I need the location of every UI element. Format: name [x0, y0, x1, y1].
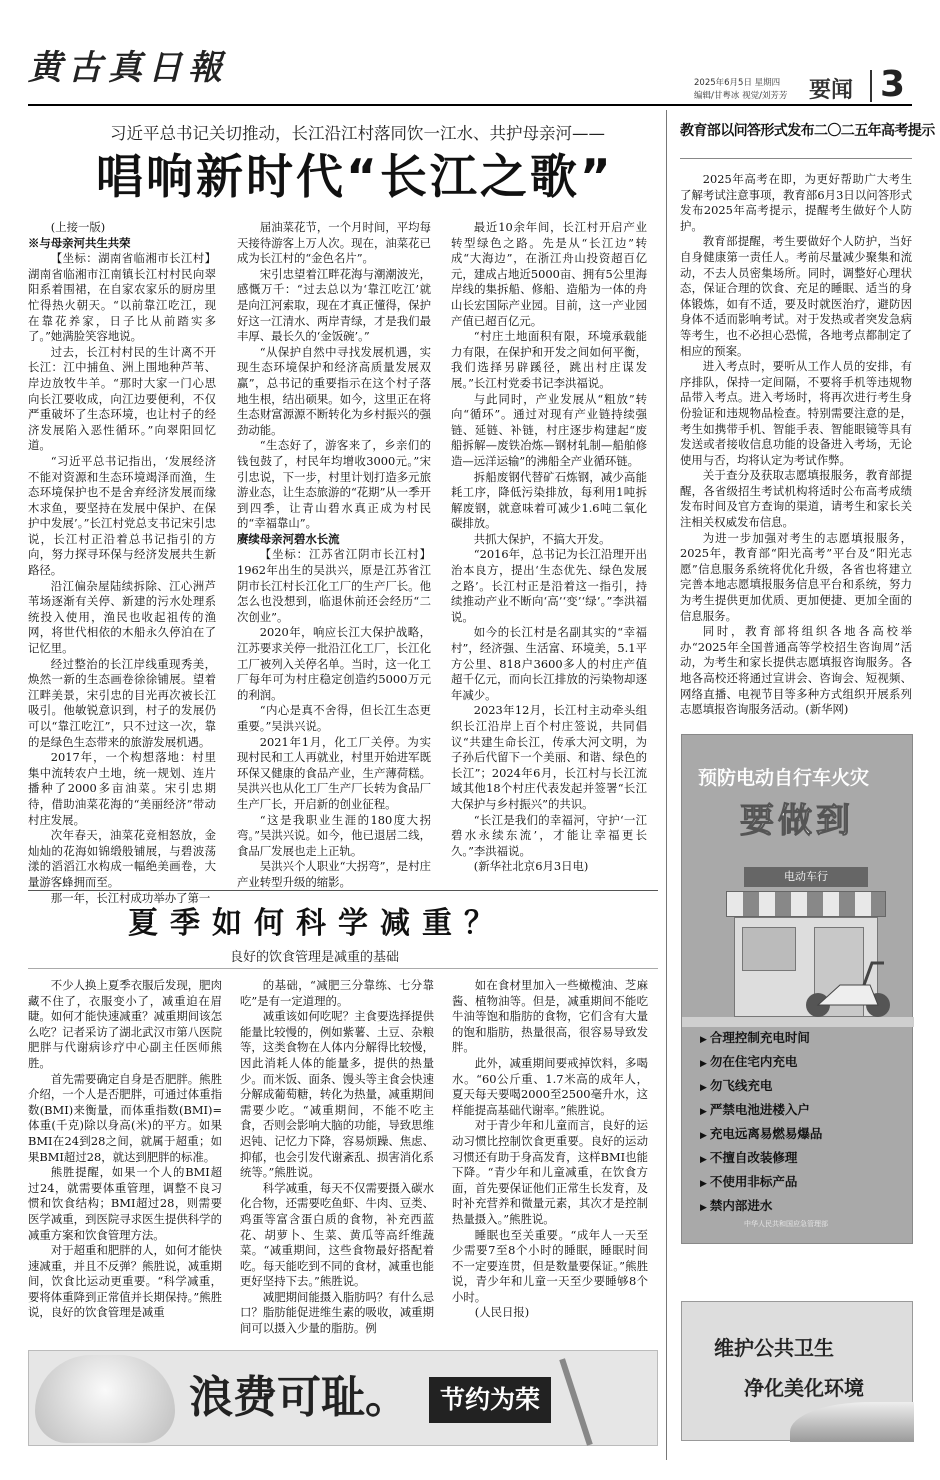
- paragraph: 与此同时，产业发展从“粗放”转向“循环”。通过对现有产业链持续强链、延链、补链，村庄逐步构建起“废船拆解—废铁冶炼—钢材轧制—船舶修造—远洋运输”的沸船全产业循环链。: [451, 391, 647, 468]
- paragraph: 吴洪兴个人职业“大拐弯”，是村庄产业转型升级的缩影。: [237, 859, 431, 889]
- lead-col2-body: [237, 220, 431, 891]
- paragraph: 教育部提醒，考生要做好个人防护，当好自身健康第一责任人。考前尽量减少聚集和流动，不去人员密集场所。同时，调整好心理状态，保证合理的饮食、充足的睡眠、适当的身体锻炼，如有不适，要及时就医治疗，避防因身体不适而影响考试。对于发热或者突发急病等考生，也不必担心恐慌，各地考点都制定了相应的预案。: [680, 234, 912, 358]
- issue-date: 2025年6月5日 星期四: [694, 78, 781, 88]
- triangle-bullet-icon: ▶: [700, 1083, 707, 1093]
- ad-ground-strip: [682, 1017, 914, 1027]
- banner-small-box: [429, 1377, 551, 1423]
- paragraph: (上接一版): [50, 220, 106, 234]
- lead-col1-body: [28, 220, 216, 906]
- ebike-ad-big-text: 要做到: [740, 801, 854, 841]
- lead-column-3: [451, 220, 647, 885]
- paragraph: “2016年，总书记为长江沿理开出治本良方，提出‘生态优先、绿色发展之路’。长江村正是沿着这一指引，持续推动产业不断向‘高’‘变’‘绿’。”李洪福说。: [451, 547, 647, 624]
- section-subhead: 赓续母亲河碧水长流: [237, 531, 340, 546]
- triangle-bullet-icon: ▶: [700, 1035, 707, 1045]
- safety-list-item: [700, 1075, 900, 1099]
- section-subhead: ※与母亲河共生共荣: [28, 235, 131, 250]
- paragraph: “内心是真不舍得，但长江生态更重要。”吴洪兴说。: [237, 703, 431, 733]
- weight-column-2: [240, 978, 434, 1336]
- paragraph: “长江是我们的幸福河，守护‘一江碧水永续东流’，才能让幸福更长久。”李洪福说。: [451, 812, 647, 858]
- paragraph: 2017年，一个构想落地：村里集中流转农户土地，统一规划、连片播种了2000多亩油菜。宋引忠期待，借助油菜花海的“美丽经济”带动村庄发展。: [28, 750, 216, 827]
- safety-list-item: [700, 1195, 900, 1219]
- paragraph: “村庄土地面积有限，环境承载能力有限，在保护和开发之间如何平衡，我们选择另辟蹊径，跳出村庄谋发展。”长江村党委书记李洪福说。: [451, 329, 647, 390]
- paragraph: 届油菜花节，一个月时间，平均每天接待游客上万人次。现在，油菜花已成为长江村的“金色名片”。: [237, 220, 431, 266]
- safety-list-item: [700, 1099, 900, 1123]
- page-number: 3: [880, 64, 906, 105]
- safety-item-text: 不使用非标产品: [709, 1174, 798, 1189]
- masthead-logo: 黄古真日報: [28, 48, 228, 88]
- paragraph: 次年春天，油菜花竞相怒放，金灿灿的花海如锦缎般铺展，与碧波荡漾的滔滔江水构成一幅绝美画卷，大量游客蜂拥而至。: [28, 828, 216, 889]
- paragraph: 关于查分及获取志愿填报服务，教育部提醒，各省级招生考试机构将适时公布高考成绩发布时间及官方查询的渠道，请考生和家长关注相关权威发布信息。: [680, 468, 912, 530]
- weight-headline: 夏季如何科学减重？: [128, 906, 506, 941]
- paragraph: 如今的长江村是名副其实的“幸福村”，经济强、生活富、环境美，5.1平方公里、818户3600多人的村庄产值超千亿元，而向长江排放的污染物却逐年减少。: [451, 625, 647, 702]
- paragraph: 同时，教育部将组织各地各高校举办“2025年全国普通高等学校招生咨询周”活动，为考生和家长提供志愿填报咨询服务。各地各高校还将通过宣讲会、咨询会、短视频、网络直播、电视节目等多种方式组织开展系列志愿填报咨询服务活动。(新华网): [680, 624, 912, 717]
- safety-list-item: [700, 1123, 900, 1147]
- paragraph: 2023年12月，长江村主动牵头组织长江沿岸上百个村庄签说，共同倡议“共建生命长江，传承大河文明，为子孙后代留下一个美丽、和谐、绿色的长江”；2024年6月，长江村与长江流域其他18个村庄代表发起并签署“长江大保护与乡村振兴”的共识。: [451, 703, 647, 811]
- paragraph: 过去，长江村村民的生计离不开长江：江中捕鱼、洲上围地种芦苇、岸边放牧牛羊。“那时大家一门心思向长江要收成，向江边要便利，不仅严重破坏了生态环境，也让村子的经济发展陷入恶性循环。”向翠阳回忆道。: [28, 344, 216, 453]
- shop-sign-board: [744, 867, 868, 887]
- paragraph: 那一年，长江村成功举办了第一: [50, 890, 211, 905]
- paragraph: 熊胜提醒，如果一个人的BMI超过24，就需要体重管理，调整不良习惯和饮食结构；BMI超过28，则需要医学减重，到医院寻求医生提供科学的减重方案和饮食管理方法。: [28, 1165, 222, 1242]
- paragraph: 如在食材里加入一些橄榄油、芝麻酱、植物油等。但是，减重期间不能吃牛油等饱和脂肪的食物，它们含有大量的饱和脂肪，热量很高，很容易导致发胖。: [452, 978, 648, 1055]
- paragraph: 首先需要确定自身是否肥胖。熊胜介绍，一个人是否肥胖，可通过体重指数(BMI)来衡量，而体重指数(BMI)=体重(千克)除以身高(米)的平方。如果BMI在24到28之间，就属于超重；如果BMI超过28，就达到肥胖的标准。: [28, 1071, 222, 1164]
- paragraph: 减肥期间能摄入脂肪吗？有什么忌口？脂肪能促进维生素的吸收，减重期间可以摄入少量的脂肪。例: [240, 1289, 434, 1336]
- exam-headline-rule: [680, 158, 912, 159]
- paragraph: 为进一步加强对考生的志愿填报服务，2025年，教育部“阳光高考”平台及“阳光志愿”信息服务系统将优化升级，各省也将建立完善本地志愿填报服务信息平台和系统，努力为考生提供更加优质、更加便捷、更加全面的信息服务。: [680, 530, 912, 623]
- shop-roof: [726, 891, 886, 917]
- lead-column-1: [28, 220, 216, 905]
- section-name: 要闻: [809, 78, 854, 103]
- ebike-ad-title: 预防电动自行车火灾: [698, 767, 870, 789]
- lead-col3-body: [451, 220, 647, 875]
- hygiene-line-2: 净化美化环境: [744, 1376, 864, 1400]
- paragraph: 最近10余年间，长江村开启产业转型绿色之路。先是从“长江边”转成“大海边”，在浙江舟山投资超百亿元，建成占地近5000亩、拥有5公里海岸线的集拆船、修船、造船为一体的舟山长宏国际产业园。目前，这一产业园产值已超百亿元。: [451, 220, 647, 328]
- paragraph: 2020年，响应长江大保护战略，江苏要求关停一批沿江化工厂，长江化工厂被列入关停名单。当时，这一化工厂每年可为村庄稳定创造约5000万元的利润。: [237, 625, 431, 702]
- paragraph: 【坐标：湖南省临湘市长江村】湖南省临湘市江南镇长江村村民向翠阳系着围裙，在自家农家乐的厨房里忙得热火朝天。“以前靠江吃江，现在靠花养家，日子比从前踏实多了。”她满脸笑容地说。: [28, 251, 216, 344]
- shop-window: [742, 927, 796, 971]
- paragraph: 减重该如何吃呢？主食要选择提供能量比较慢的，例如紫薯、土豆、杂粮等，这类食物在人体内分解得比较慢，因此消耗人体的能量多，提供的热量少。而米饭、面条、馒头等主食会快速分解成葡萄糖，转化为热量，减重期间需要少吃。“减重期间，不能不吃主食，否则会影响大脑的功能，导致思维迟钝、记忆力下降，容易烦躁、焦虑、抑郁，也会引发代谢紊乱、损害消化系统等。”熊胜说。: [240, 1009, 434, 1180]
- paragraph: 2021年1月，化工厂关停。为实现村民和工人再就业，村里开始进军既环保又健康的食品产业，生产薄荷糕。吴洪兴也从化工厂生产厂长转为食品厂生产厂长，开启新的创业征程。: [237, 734, 431, 811]
- triangle-bullet-icon: ▶: [700, 1131, 707, 1141]
- lead-headline: 唱响新时代“长江之歌”: [96, 150, 614, 205]
- paragraph: (新华社北京6月3日电): [473, 859, 589, 874]
- paragraph: “习近平总书记指出，‘发展经济不能对资源和生态环境竭泽而渔，生态环境保护也不是舍弃经济发展而缘木求鱼，要坚持在发展中保护、在保护中发展’。”长江村党总支书记宋引忠说，长江村正沿着总书记指引的方向，努力探寻环保与经济发展共生新路径。: [28, 453, 216, 578]
- triangle-bullet-icon: ▶: [700, 1155, 707, 1165]
- paragraph: “生态好了，游客来了，乡亲们的钱包鼓了，村民年均增收3000元。”宋引忠说，下一步，村里计划打造多元旅游业态，让生态旅游的“花期”从一季开到四季，让青山碧水真正成为村民的“幸福靠山”。: [237, 438, 431, 531]
- ebike-ad-footer: 中华人民共和国应急管理部: [744, 1220, 828, 1228]
- lead-kicker: 习近平总书记关切推动，长江沿江村落同饮一江水、共护母亲河——: [110, 124, 605, 143]
- paragraph: 拆船废钢代替矿石炼钢，减少高能耗工序，降低污染排放，每利用1吨拆解废钢，就意味着可减少1.6吨二氧化碳排放。: [451, 469, 647, 531]
- paragraph: 2025年高考在即，为更好帮助广大考生了解考试注意事项，教育部6月3日以问答形式发布2025年高考提示，提醒考生做好个人防护。: [680, 172, 912, 233]
- section-divider: [870, 70, 872, 102]
- paragraph: (人民日报): [474, 1305, 530, 1320]
- shop-sign-text: 电动车行: [784, 870, 828, 883]
- exam-headline: 教育部以问答形式发布二〇二五年高考提示: [680, 123, 935, 139]
- paragraph: 共抓大保护，不搞大开发。: [473, 531, 611, 546]
- safety-item-text: 勿飞线充电: [709, 1078, 773, 1093]
- paragraph: 不少人换上夏季衣服后发现，肥肉藏不住了，衣服变小了，减重迫在眉睫。如何才能快速减重？减重期间该怎么吃？记者采访了湖北武汉市第八医院肥胖与代谢病诊疗中心副主任医师熊胜。: [28, 978, 222, 1070]
- hygiene-trees-graphic: [790, 1402, 914, 1442]
- safety-list-item: [700, 1027, 900, 1051]
- paragraph: 【坐标：江苏省江阴市长江村】1962年出生的吴洪兴，原是江苏省江阴市长江村长江化工厂的生产厂长。他怎么也没想到，临退休前还会经历“二次创业”。: [237, 547, 431, 624]
- lead-column-2: [237, 220, 431, 889]
- paragraph: 此外，减重期间要戒掉饮料，多喝水。“60公斤重、1.7米高的成年人，夏天每天要喝2000至2500毫升水，这样能提高基础代谢率。”熊胜说。: [452, 1055, 648, 1117]
- safety-item-text: 不擅自改装修理: [709, 1150, 798, 1165]
- rice-bowl-image: [35, 1355, 175, 1443]
- paragraph: 沿江偏杂屋陆续拆除、江心洲芦苇场逐渐有关停、新建的污水处理系统投入使用，渔民也收起祖传的渔网，将世代相依的木船永久停泊在了记忆里。: [28, 578, 216, 656]
- safety-item-text: 严禁电池进楼入户: [709, 1102, 810, 1117]
- paragraph: 经过整治的长江岸线重现秀美，焕然一新的生态画卷徐徐铺展。望着江畔美景，宋引忠的目光再次被长江吸引。他敏锐意识到，村子的发展仍可以“靠江吃江”，只不过这一次，靠的是绿色生态带来的旅游发展机遇。: [28, 656, 216, 749]
- paragraph: 的基础，“减肥三分靠练、七分靠吃”是有一定道理的。: [240, 978, 434, 1008]
- chopsticks-graphic: [559, 1358, 593, 1445]
- hygiene-ad: [681, 1301, 913, 1441]
- ebike-safety-list: [700, 1027, 900, 1219]
- hygiene-line-1: 维护公共卫生: [714, 1336, 834, 1360]
- triangle-bullet-icon: ▶: [700, 1059, 707, 1069]
- weight-sub-rule: [28, 968, 658, 969]
- weight-column-1: [28, 978, 222, 1333]
- safety-item-text: 充电远离易燃易爆品: [709, 1126, 823, 1141]
- exam-body: [680, 172, 912, 717]
- paragraph: 进入考点时，要听从工作人员的安排，有序排队，保持一定间隔，不要将手机等违规物品带入考点。进入考场时，将再次进行考生身份验证和违规物品检查。特别需要注意的是，考生如携带手机、智能手表、智能眼镜等具有发送或者接收信息功能的设备进入考场，无论使用与否，均将认定为考试作弊。: [680, 359, 912, 467]
- banner-small-text: 节约为荣: [439, 1385, 540, 1414]
- paragraph: 宋引忠望着江畔花海与潮潮波光，感慨万千：“过去总以为‘靠江吃江’就是向江河索取，现在才真正懂得，保护好这一江清水、两岸青绿，才是我们最丰厚、最长久的‘金饭碗’。”: [237, 266, 431, 344]
- ebike-fire-ad: [681, 734, 913, 1244]
- paragraph: “这是我职业生涯的180度大拐弯。”吴洪兴说。如今，他已退居二线，食品厂发展也走上正轨。: [237, 812, 431, 858]
- triangle-bullet-icon: ▶: [700, 1203, 707, 1213]
- weight-top-rule: [28, 890, 658, 891]
- safety-list-item: [700, 1051, 900, 1075]
- scooter-icon: [800, 955, 896, 1019]
- triangle-bullet-icon: ▶: [700, 1179, 707, 1189]
- safety-list-item: [700, 1171, 900, 1195]
- safety-item-text: 合理控制充电时间: [709, 1030, 810, 1045]
- right-column-rule: [666, 110, 667, 1460]
- editor-credits: 编辑/甘粤冰 视觉/刘芳芳: [694, 91, 788, 101]
- paragraph: 对于青少年和儿童而言，良好的运动习惯比控制饮食更重要。良好的运动习惯还有助于身高发育，这样BMI也能下降。“青少年和儿童减重，在饮食方面，首先要保证他们正常生长发育，及时补充营养和微量元素，其次才是控制热量摄入。”熊胜说。: [452, 1118, 648, 1226]
- save-food-banner: [28, 1350, 658, 1446]
- triangle-bullet-icon: ▶: [700, 1107, 707, 1117]
- paragraph: 睡眠也至关重要。“成年人一天至少需要7至8个小时的睡眠，睡眠时间不一定要连贯，但是数量要保证。”熊胜说，青少年和儿童一天至少要睡够8个小时。: [452, 1227, 648, 1304]
- paragraph: 科学减重，每天不仅需要摄入碳水化合物，还需要吃鱼虾、牛肉、豆类、鸡蛋等富含蛋白质的食物，补充西蓝花、胡萝卜、生菜、黄瓜等高纤维蔬菜。“减重期间，这些食物最好搭配着吃。每天能吃到不同的食材，减重也能更好坚持下去。”熊胜说。: [240, 1180, 434, 1289]
- banner-big-text: 浪费可耻。: [189, 1372, 409, 1423]
- paragraph: 对于超重和肥胖的人，如何才能快速减重，并且不反弹？熊胜说，减重期间，饮食比运动更重要。“科学减重，要将体重降到正常值并长期保持。”熊胜说，良好的饮食管理是减重: [28, 1243, 222, 1320]
- safety-item-text: 勿在住宅内充电: [709, 1054, 798, 1069]
- weight-column-3: [452, 978, 648, 1333]
- paragraph: “从保护自然中寻找发展机遇，实现生态环境保护和经济高质量发展双赢”，总书记的重要指示在这个村子落地生根，结出硕果。如今，这里正在将生态财富源源不断转化为乡村振兴的强劲动能。: [237, 344, 431, 437]
- masthead-rule: [28, 104, 912, 106]
- safety-list-item: [700, 1147, 900, 1171]
- weight-subhead: 良好的饮食管理是减重的基础: [230, 950, 400, 965]
- safety-item-text: 禁内部进水: [709, 1198, 773, 1213]
